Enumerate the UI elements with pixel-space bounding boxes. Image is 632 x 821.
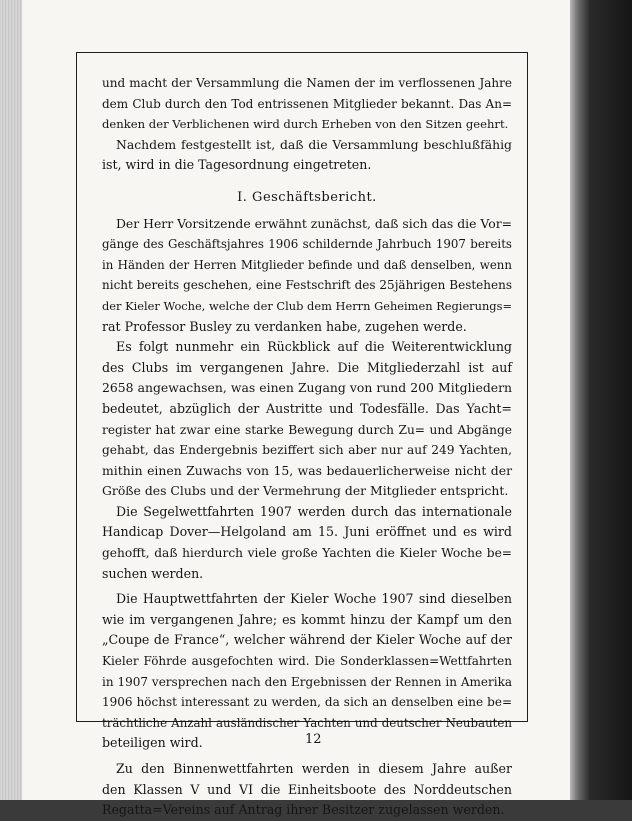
text-line: beteiligen wird. — [102, 735, 203, 751]
text-line: in 1907 versprechen nach den Ergebnissen der Rennen in Amerika — [102, 674, 512, 689]
paragraph — [102, 502, 512, 584]
text-line: Die Segelwettfahrten 1907 werden durch das internationale — [116, 503, 512, 519]
text-line: des Clubs im vergangenen Jahre. Die Mitgliederzahl ist auf — [102, 359, 512, 375]
text-line: dem Club durch den Tod entrissenen Mitglieder bekannt. Das An= — [102, 96, 512, 111]
text-line: und macht der Versammlung die Namen der im verflossenen Jahre — [102, 76, 512, 90]
text-line: in Händen der Herren Mitglieder befinde und daß denselben, wenn — [102, 257, 512, 272]
text-line: „Coupe de France“, welcher während der Kieler Woche auf der — [102, 632, 512, 648]
text-line: Kieler Föhrde ausgefochten wird. Die Sonderklassen=Wettfahrten — [102, 654, 512, 669]
text-line: der Kieler Woche, welche der Club dem Herrn Geheimen Regierungs= — [102, 298, 512, 313]
text-line: Die Hauptwettfahrten der Kieler Woche 1907 sind dieselben — [116, 591, 512, 607]
text-line: denken der Verblichenen wird durch Erheben von den Sitzen geehrt. — [102, 117, 509, 132]
text-line: 1906 höchst interessant zu werden, da sich an denselben eine be= — [102, 695, 512, 710]
paragraph — [102, 214, 512, 338]
text-line: rat Professor Busley zu verdanken habe, zugehen werde. — [102, 318, 467, 334]
text-line: Zu den Binnenwettfahrten werden in diesem Jahre außer — [116, 761, 512, 776]
page-body — [102, 73, 512, 821]
text-line: mithin einen Zuwachs von 15, was bedauerlicherweise nicht der — [102, 462, 512, 478]
text-line: den Klassen V und VI die Einheitsboote des Norddeutschen — [102, 781, 512, 797]
text-line: suchen werden. — [102, 565, 204, 581]
text-line: 2658 angewachsen, was einen Zugang von rund 200 Mitgliedern — [102, 380, 512, 396]
text-line: Handicap Dover—Helgoland am 15. Juni eröffnet und es wird — [102, 524, 512, 540]
paragraph — [102, 135, 512, 176]
paragraph — [102, 759, 512, 821]
text-line: gehofft, daß hierdurch viele große Yachten die Kieler Woche be= — [102, 546, 512, 561]
text-line: nicht bereits geschehen, eine Festschrift des 25jährigen Bestehens — [102, 278, 512, 293]
text-line: wie im vergangenen Jahre; es kommt hinzu der Kampf um den — [102, 611, 512, 627]
text-line: Nachdem festgestellt ist, daß die Versammlung beschlußfähig — [116, 136, 512, 152]
text-line: ist, wird in die Tagesordnung eingetreten. — [102, 157, 372, 173]
book-spine-edge — [0, 0, 22, 800]
text-line: trächtliche Anzahl ausländischer Yachten und deutscher Neubauten — [102, 715, 512, 730]
text-line: bedeutet, abzüglich der Austritte und Todesfälle. Das Yacht= — [102, 400, 512, 416]
paragraph — [102, 589, 512, 754]
page-shadow-edge — [570, 0, 632, 800]
text-line: Der Herr Vorsitzende erwähnt zunächst, daß sich das die Vor= — [116, 215, 512, 231]
page-number: 12 — [305, 732, 322, 747]
text-line: Größe des Clubs und der Vermehrung der Mitglieder entspricht. — [102, 483, 509, 499]
section-heading: I. Geschäftsbericht. — [237, 189, 377, 205]
text-line: gänge des Geschäftsjahres 1906 schildernde Jahrbuch 1907 bereits — [102, 237, 512, 252]
text-line: gehabt, das Endergebnis beziffert sich aber nur auf 249 Yachten, — [102, 443, 512, 458]
paragraph — [102, 73, 512, 135]
text-line: Regatta=Vereins auf Antrag ihrer Besitzer zugelassen werden. — [102, 802, 505, 818]
text-line: register hat zwar eine starke Bewegung durch Zu= und Abgänge — [102, 422, 512, 437]
text-line: Es folgt nunmehr ein Rückblick auf die Weiterentwicklung — [116, 339, 512, 355]
paragraph — [102, 337, 512, 502]
